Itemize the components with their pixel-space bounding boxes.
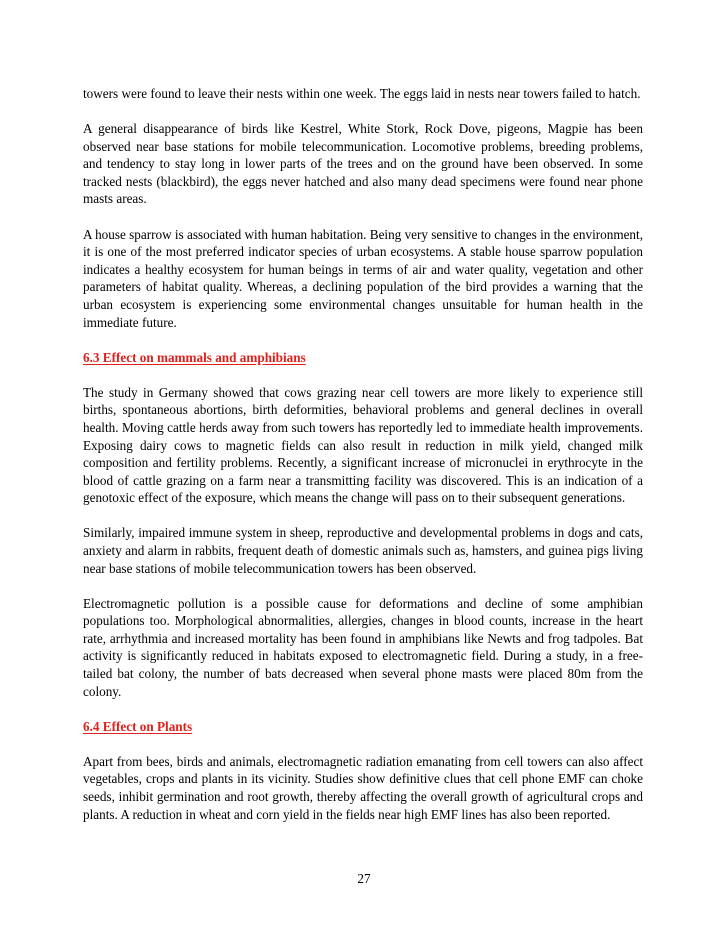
paragraph-domestic-animals: Similarly, impaired immune system in sheep, reproductive and developmental problems in dogs and cats, anxiety and alarm in rabbits, frequent death of domestic animals such as, hamsters, and guinea pigs living near base stations of mobile telecommunication towers has been observed. — [83, 525, 643, 576]
document-page — [83, 85, 643, 841]
paragraph-amphibians-bats: Electromagnetic pollution is a possible cause for deformations and decline of some amphibian populations too. Morphological abnormalities, allergies, changes in blood counts, increase in the heart rate, arrhythmia and increased mortality has been found in amphibians like Newts and frog tadpoles. Bat activity is significantly reduced in habitats exposed to electromagnetic field. During a study, in a free-tailed bat colony, the number of bats decreased when several phone masts were placed 80m from the colony. — [83, 595, 643, 699]
section-heading-mammals-amphibians: 6.3 Effect on mammals and amphibians — [83, 349, 306, 365]
paragraph-plants: Apart from bees, birds and animals, electromagnetic radiation emanating from cell towers can also affect vegetables, crops and plants in its vicinity. Studies show definitive clues that cell phone EMF can choke seeds, inhibit germination and root growth, thereby affecting the overall growth of agricultural crops and plants. A reduction in wheat and corn yield in the fields near high EMF lines has also been reported. — [83, 753, 643, 822]
paragraph-germany-cows: The study in Germany showed that cows grazing near cell towers are more likely to experience still births, spontaneous abortions, birth deformities, behavioral problems and general declines in overall health. Moving cattle herds away from such towers has reportedly led to immediate health improvements. Exposing dairy cows to magnetic fields can also result in reduction in milk yield, changed milk composition and fertility problems. Recently, a significant increase of micronuclei in erythrocyte in the blood of cattle grazing on a farm near a transmitting facility was discovered. This is an indication of a genotoxic effect of the exposure, which means the change will pass on to their subsequent generations. — [83, 384, 643, 506]
paragraph-nest-towers: towers were found to leave their nests within one week. The eggs laid in nests near towers failed to hatch. — [83, 86, 641, 101]
section-heading-plants: 6.4 Effect on Plants — [83, 718, 193, 734]
paragraph-bird-disappearance: A general disappearance of birds like Kestrel, White Stork, Rock Dove, pigeons, Magpie has been observed near base stations for mobile telecommunication. Locomotive problems, breeding problems, and tendency to stay long in lower parts of the trees and on the ground have been observed. In some tracked nests (blackbird), the eggs never hatched and also many dead specimens were found near phone masts areas. — [83, 121, 643, 207]
page-number: 27 — [357, 871, 371, 886]
paragraph-house-sparrow: A house sparrow is associated with human habitation. Being very sensitive to changes in the environment, it is one of the most preferred indicator species of urban ecosystems. A stable house sparrow population indicates a healthy ecosystem for human beings in terms of air and water quality, vegetation and other parameters of habitat quality. Whereas, a declining population of the bird provides a warning that the urban ecosystem is experiencing some environmental changes unsuitable for human health in the immediate future. — [83, 226, 643, 330]
